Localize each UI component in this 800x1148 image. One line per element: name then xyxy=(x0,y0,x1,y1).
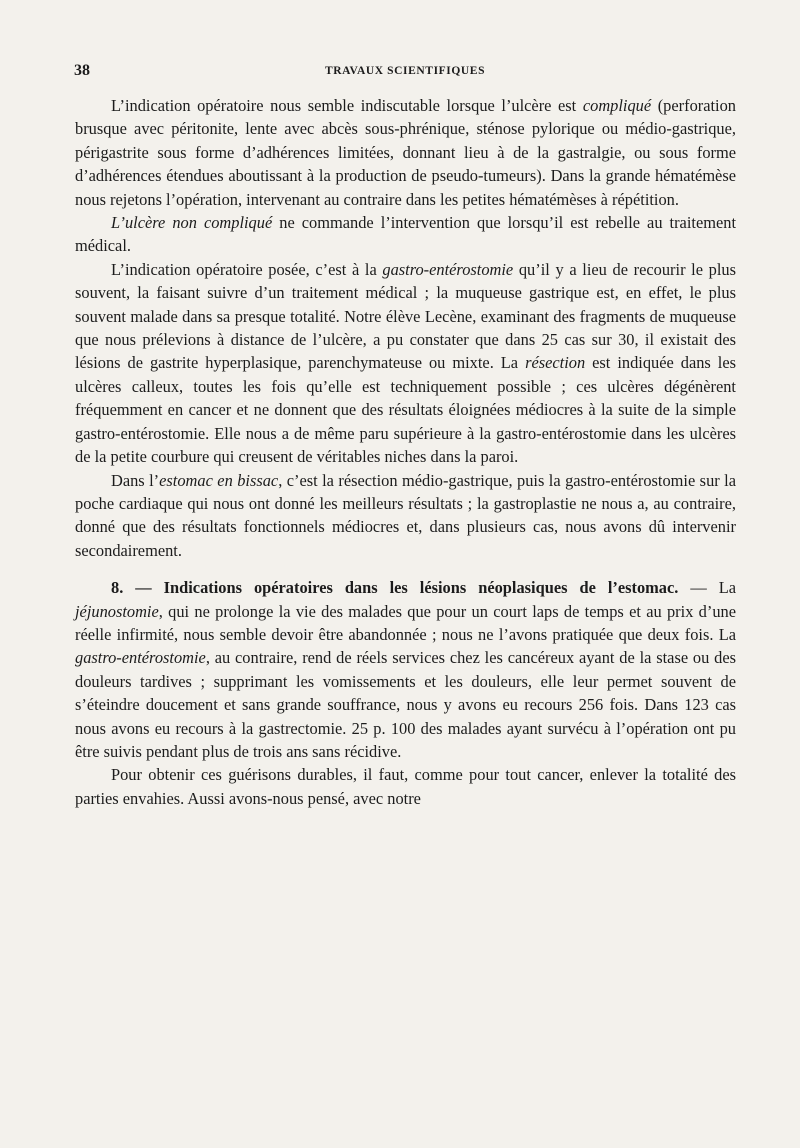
paragraph-uncomplicated-ulcer: L’ulcère non compliqué ne commande l’intervention que lorsqu’il est rebelle au traitement médical. xyxy=(75,213,736,256)
running-title: TRAVAUX SCIENTIFIQUES xyxy=(324,65,486,77)
paragraph-neoplastic-lesions: 8. — Indications opératoires dans les lésions néoplasiques de l’estomac. — La jéjunostomie, qui ne prolonge la vie des malades que pour un court laps de temps et au prix d’une réelle infirmité, nous semble devoir être abandonnée ; nous ne l’avons pratiquée que deux fois. La gastro-entérostomie, au contraire, rend de réels services chez les cancéreux ayant de la stase ou des douleurs tardives ; supprimant les vomissements et les douleurs, elle leur permet souvent de s’éteindre doucement et sans grande souffrance, nous y avons eu recours 256 fois. Dans 123 cas nous avons eu recours à la gastrectomie. 25 p. 100 des malades ayant survécu à l’opération ont pu être suivis pendant plus de trois ans sans récidive. xyxy=(75,578,736,761)
section-heading: 8. — Indications opératoires dans les lésions néoplasiques de l’estomac. xyxy=(111,578,679,598)
page-number: 38 xyxy=(74,62,90,79)
paragraph-gastro-enterostomy: L’indication opératoire posée, c’est à la gastro-entérostomie qu’il y a lieu de recourir le plus souvent, la faisant suivre d’un traitement médical ; la muqueuse gastrique est, en effet, le plus souvent malade dans sa presque totalité. Notre élève Lecène, examinant des fragments de muqueuse que nous prélevions à distance de l’ulcère, a pu constater que dans 25 cas sur 30, il existait des lésions de gastrite hyperplasique, parenchymateuse ou mixte. La résection est indiquée dans les ulcères calleux, toutes les fois qu’elle est techniquement possible ; ces ulcères dégénèrent fréquemment en cancer et ne donnent que des résultats éloignées médiocres à la suite de la simple gastro-entérostomie. Elle nous a de même paru supérieure à la gastro-entérostomie dans les ulcères de la petite courbure qui creusent de véritables niches dans la paroi. xyxy=(75,259,737,467)
paragraph-hourglass-stomach: Dans l’estomac en bissac, c’est la résection médio-gastrique, puis la gastro-entérostomie sur la poche cardiaque qui nous ont donné les meilleurs résultats ; la gastroplastie ne nous a, au contraire, donné que des résultats fonctionnels médiocres et, dans plusieurs cas, nous avons dû intervenir secondairement. xyxy=(75,470,736,560)
paragraph-durable-cures: Pour obtenir ces guérisons durables, il faut, comme pour tout cancer, enlever la totalité des parties envahies. Aussi avons-nous pensé, avec notre xyxy=(75,765,736,808)
paragraph-complicated-ulcer: L’indication opératoire nous semble indiscutable lorsque l’ulcère est compliqué (perforation brusque avec péritonite, lente avec abcès sous-phrénique, sténose pylorique ou médio-gastrique, périgastrite sous forme d’adhérences limitées, donnant lieu à de la gastralgie, ou sous forme d’adhérences étendues aboutissant à la production de pseudo-tumeurs). Dans la grande hématémèse nous rejetons l’opération, intervenant au contraire dans les petites hématémèses à répétition. xyxy=(75,96,736,209)
body-text xyxy=(75,94,736,810)
page-header xyxy=(74,62,736,82)
